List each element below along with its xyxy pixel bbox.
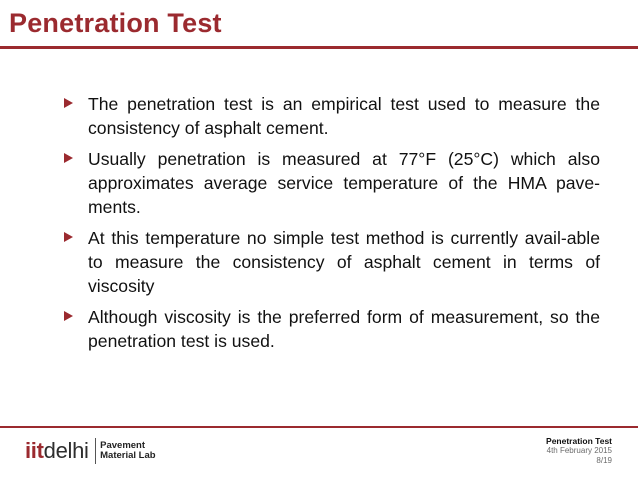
bullet-item: [62, 226, 600, 298]
triangle-bullet-icon: [64, 98, 73, 108]
page-number: 8/19: [596, 456, 612, 465]
bullet-text: Although viscosity is the preferred form of measurement, so the penetration test is used.: [88, 307, 600, 351]
triangle-bullet-icon: [64, 232, 73, 242]
bullet-item: [62, 92, 600, 140]
bullet-list: [62, 92, 600, 360]
footer-info: [546, 436, 612, 466]
bullet-item: [62, 305, 600, 353]
logo-wordmark: [25, 438, 89, 464]
bullet-text: Usually penetration is measured at 77°F (25°C) which also approximates average service temperature of the HMA pave-ments.: [88, 149, 600, 217]
footer-divider: [0, 426, 638, 428]
slide-title: Penetration Test: [9, 8, 222, 38]
lab-name-line-1: Pavement: [100, 439, 146, 451]
title-divider: [0, 46, 638, 49]
logo-delhi-text: delhi: [43, 438, 89, 463]
bullet-text: The penetration test is an empirical test used to measure the consistency of asphalt cement.: [88, 94, 600, 138]
bullet-item: [62, 147, 600, 219]
logo-divider: [95, 438, 97, 464]
footer-date: 4th February 2015: [546, 446, 612, 455]
footer-presentation-title: Penetration Test: [546, 436, 612, 446]
lab-name-line-2: Material Lab: [100, 450, 156, 461]
lab-name: [100, 441, 155, 462]
bullet-text: At this temperature no simple test method is currently avail-able to measure the consistency of asphalt cement in terms of viscosity: [88, 228, 600, 296]
logo-iit-text: iit: [25, 438, 44, 463]
triangle-bullet-icon: [64, 153, 73, 163]
triangle-bullet-icon: [64, 311, 73, 321]
iitdelhi-logo: [25, 436, 156, 466]
